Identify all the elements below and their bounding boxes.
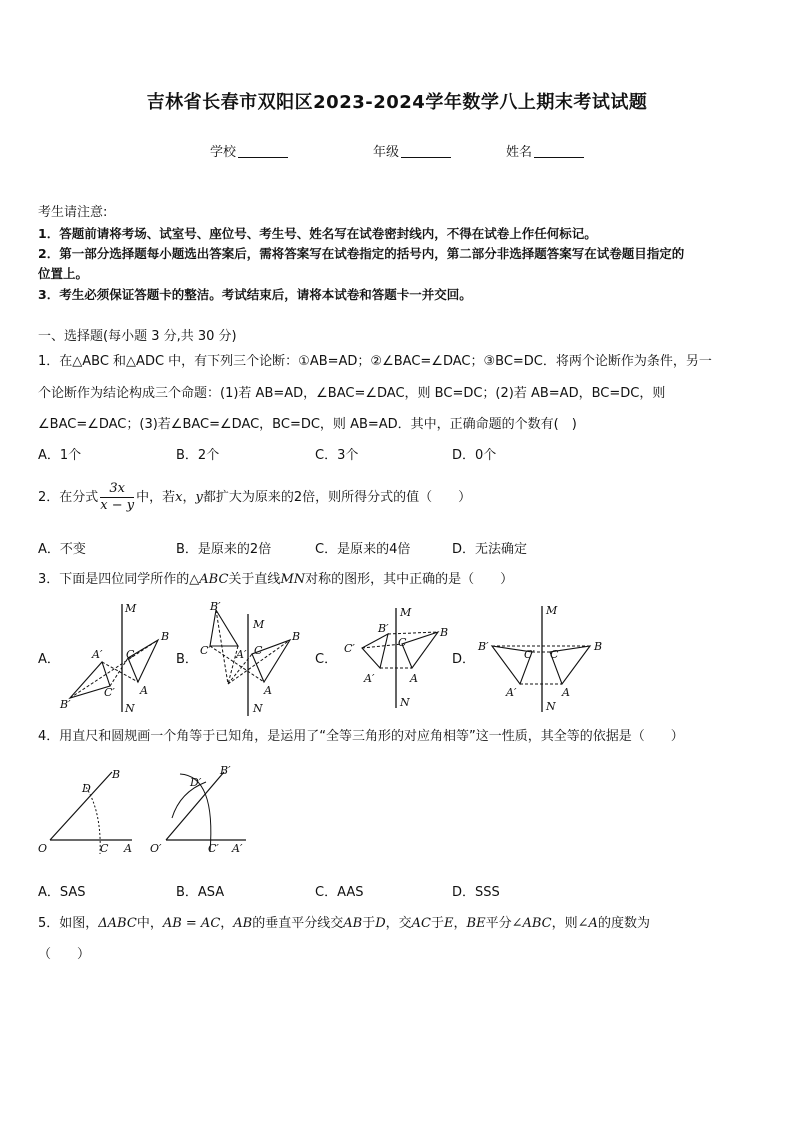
label-b-prime: B′	[478, 640, 489, 653]
q3-figure-a	[58, 600, 178, 718]
label-c-prime: C′	[208, 842, 219, 855]
q3-option-b[interactable]: B．	[176, 652, 198, 667]
label-b-prime: B′	[210, 600, 221, 613]
q5-answer-bracket: （ ）	[38, 947, 91, 962]
q4-figure-copy	[146, 756, 258, 860]
q3-option-a[interactable]: A．	[38, 652, 60, 667]
q2-fraction: $\frac{3x}{x - y}$	[100, 481, 135, 513]
label-a-prime: A′	[506, 686, 517, 699]
label-n: N	[253, 702, 263, 715]
label-c: C	[398, 636, 407, 649]
grade-field: 年级	[373, 141, 451, 160]
label-a: A	[124, 842, 132, 855]
label-m: M	[400, 606, 412, 619]
label-a-prime: A′	[232, 842, 243, 855]
name-field: 姓名	[506, 141, 584, 160]
label-o-prime: O′	[150, 842, 162, 855]
q1-option-a[interactable]: A．1个	[38, 448, 82, 463]
label-m: M	[125, 602, 137, 615]
notice-item: 3．考生必须保证答题卡的整洁。考试结束后，请将本试卷和答题卡一并交回。	[38, 287, 472, 302]
grade-blank[interactable]	[401, 145, 451, 158]
label-a: A	[562, 686, 570, 699]
q4-option-a[interactable]: A．SAS	[38, 885, 86, 900]
label-n: N	[400, 696, 410, 709]
label-b-prime: B′	[378, 622, 389, 635]
label-a-prime: A′	[364, 672, 375, 685]
q3-option-c[interactable]: C．	[315, 652, 338, 667]
q3-figure-c	[338, 602, 458, 714]
label-a: A	[264, 684, 272, 697]
section-heading: 一、选择题(每小题 3 分,共 30 分)	[38, 329, 237, 344]
label-c-prime: C′	[524, 648, 535, 661]
q3-option-d[interactable]: D．	[452, 652, 476, 667]
label-b-prime: B′	[220, 764, 231, 777]
name-blank[interactable]	[534, 145, 584, 158]
notice-item: 2．第一部分选择题每小题选出答案后，需将答案写在试卷指定的括号内，第二部分非选择题答案写在试卷题目指定的	[38, 246, 685, 261]
label-m: M	[253, 618, 265, 631]
q2-option-c[interactable]: C．是原来的4倍	[315, 542, 411, 557]
label-a-prime: A′	[236, 648, 247, 661]
q2-option-d[interactable]: D．无法确定	[452, 542, 528, 557]
label-b: B	[594, 640, 603, 653]
label-d-prime: D′	[190, 776, 202, 789]
label-n: N	[546, 700, 556, 713]
label-b: B	[292, 630, 301, 643]
label-a: A	[140, 684, 148, 697]
label-a-prime: A′	[92, 648, 103, 661]
label-c: C	[100, 842, 109, 855]
q2-option-b[interactable]: B．是原来的2倍	[176, 542, 272, 557]
q2-stem: 2．在分式 $\frac{3x}{x - y}$ 中，若x，y都扩大为原来的2倍，则所得分式的值（ ）	[38, 481, 472, 513]
q5-stem: 5．如图，ΔABC中，AB = AC，AB的垂直平分线交AB于D，交AC于E，BE平分∠ABC，则∠A的度数为	[38, 916, 650, 931]
label-n: N	[125, 702, 135, 715]
label-a: A	[410, 672, 418, 685]
label-o: O	[38, 842, 48, 855]
label-c: C	[126, 648, 135, 661]
q1-option-b[interactable]: B．2个	[176, 448, 220, 463]
label-c-prime: C′	[104, 686, 115, 699]
label-c-prime: C′	[344, 642, 355, 655]
q1-line: 个论断作为结论构成三个命题：(1)若 AB=AD，∠BAC=∠DAC，则 BC=DC；(2)若 AB=AD，BC=DC，则	[38, 386, 666, 401]
page-title: 吉林省长春市双阳区2023-2024学年数学八上期末考试试题	[146, 92, 648, 113]
label-b: B	[440, 626, 449, 639]
q4-stem: 4．用直尺和圆规画一个角等于已知角，是运用了“全等三角形的对应角相等”这一性质，其全等的依据是（ ）	[38, 729, 684, 744]
q1-option-d[interactable]: D．0个	[452, 448, 497, 463]
q4-option-d[interactable]: D．SSS	[452, 885, 500, 900]
q2-option-a[interactable]: A．不变	[38, 542, 86, 557]
school-field: 学校	[210, 141, 288, 160]
notice-item: 1．答题前请将考场、试室号、座位号、考生号、姓名写在试卷密封线内，不得在试卷上作任何标记。	[38, 226, 597, 241]
label-m: M	[546, 604, 558, 617]
label-b: B	[161, 630, 170, 643]
label-b: B	[112, 768, 121, 781]
notice-heading: 考生请注意:	[38, 205, 108, 220]
label-c-prime: C′	[200, 644, 211, 657]
label-c: C	[550, 648, 559, 661]
label-b-prime: B′	[60, 698, 71, 711]
q1-option-c[interactable]: C．3个	[315, 448, 359, 463]
q4-figure-original	[34, 760, 146, 860]
q3-stem: 3．下面是四位同学所作的△ABC关于直线MN对称的图形，其中正确的是（ ）	[38, 572, 514, 587]
q4-option-c[interactable]: C．AAS	[315, 885, 364, 900]
notice-item: 位置上。	[38, 266, 89, 281]
label-d: D	[82, 782, 91, 795]
q1-line: ∠BAC=∠DAC；(3)若∠BAC=∠DAC，BC=DC，则 AB=AD．其中，正确命题的个数有( )	[38, 417, 577, 432]
q4-option-b[interactable]: B．ASA	[176, 885, 225, 900]
school-blank[interactable]	[238, 145, 288, 158]
q3-figure-d	[476, 600, 616, 716]
q3-figure-b	[196, 598, 316, 720]
q1-line: 1．在△ABC 和△ADC 中，有下列三个论断：①AB=AD；②∠BAC=∠DAC；③BC=DC．将两个论断作为条件，另一	[38, 354, 712, 369]
label-c: C	[254, 644, 263, 657]
